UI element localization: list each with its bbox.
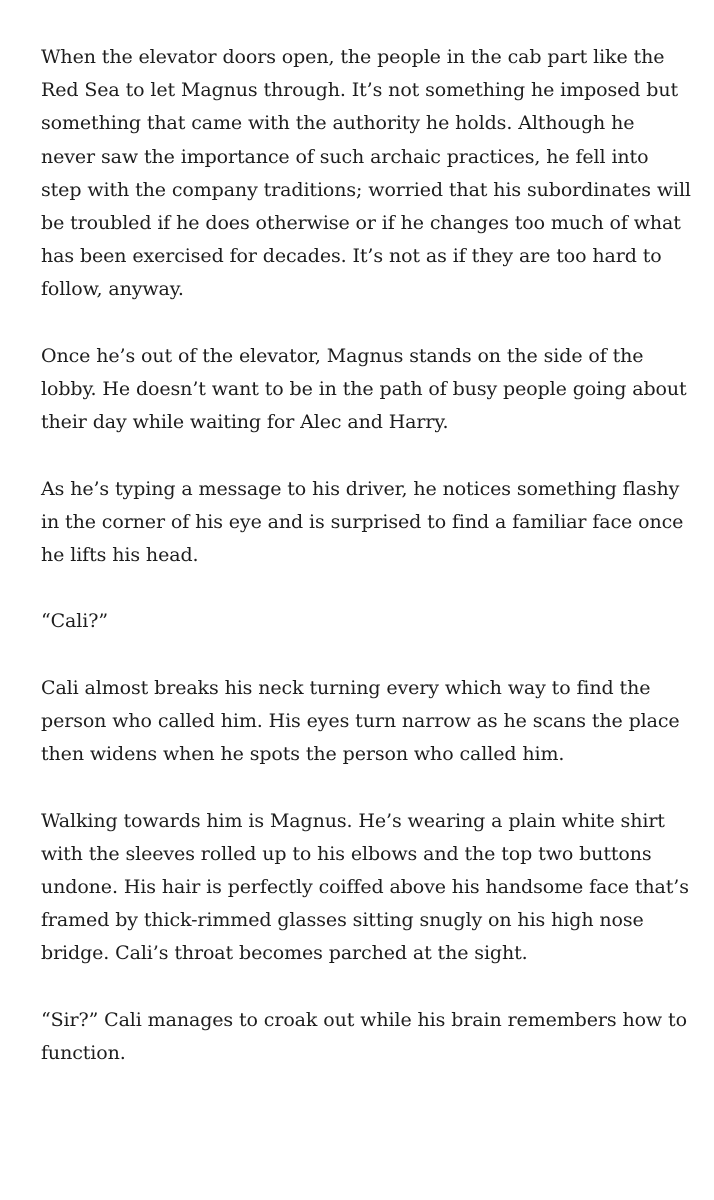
paragraph-dialogue-sir: “Sir?” Cali manages to croak out while his brain remembers how to function. [41, 1008, 687, 1064]
paragraph-cali-turns: Cali almost breaks his neck turning every which way to find the person who called him. His eyes turn narrow as he scans the place then widens when he spots the person who called him. [41, 676, 680, 766]
paragraph-elevator: When the elevator doors open, the people in the cab part like the Red Sea to let Magnus through. It’s not something he imposed but something that came with the authority he holds. Although he never saw the importance of such archaic practices, he fell into step with the company traditions; worried that his subordinates will be troubled if he does otherwise or if he changes too much of what has been exercised for decades. It’s not as if they are too hard to follow, anyway. [41, 46, 691, 301]
paragraph-typing-message: As he’s typing a message to his driver, he notices something flashy in the corner of his eye and is surprised to find a familiar face once he lifts his head. [41, 477, 684, 567]
paragraph-dialogue-cali: “Cali?” [41, 610, 108, 633]
paragraph-magnus-description: Walking towards him is Magnus. He’s wearing a plain white shirt with the sleeves rolled up to his elbows and the top two buttons undone. His hair is perfectly coiffed above his handsome face that’s framed by thick-rimmed glasses sitting snugly on his high nose bridge. Cali’s throat becomes parched at the sight. [41, 809, 689, 965]
story-text [41, 41, 691, 1103]
paragraph-lobby: Once he’s out of the elevator, Magnus stands on the side of the lobby. He doesn’t want to be in the path of busy people going about their day while waiting for Alec and Harry. [41, 344, 687, 434]
